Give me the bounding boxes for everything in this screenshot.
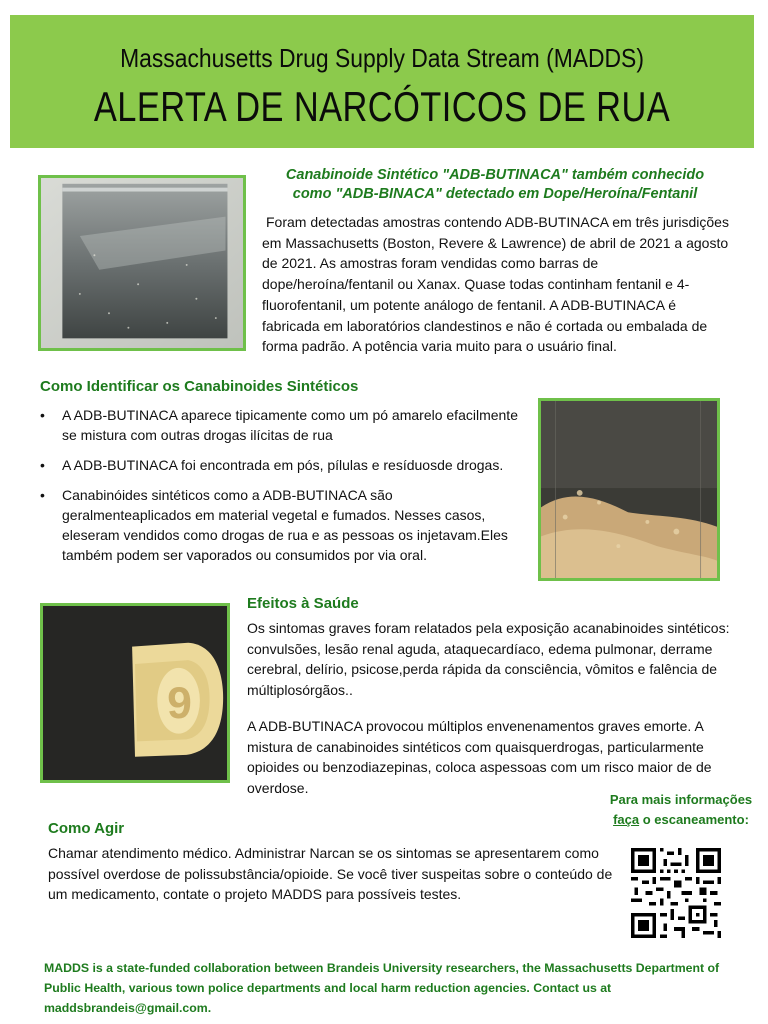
pill-photo xyxy=(40,603,230,783)
list-item: • A ADB-BUTINACA foi encontrada em pós, pílulas e resíduosde drogas. xyxy=(38,455,522,475)
effects-paragraph-1: Os sintomas graves foram relatados pela exposição acanabinoides sintéticos: convulsões, lesão renal aguda, ataquecardíaco, edema pulmonar, derrame cerebral, delírio, psicose,perda rápida da consciência, vômitos e falência de múltiplosórgãos.. xyxy=(247,620,730,699)
action-body: Chamar atendimento médico. Administrar Narcan se os sintomas se apresentarem como possível overdose de polissubstância/opioide. Se você tiver suspeitas sobre o conteúdo de um medicamento, contate o projeto MADDS para possíveis testes. xyxy=(48,845,613,903)
list-item: • A ADB-BUTINACA aparece tipicamente como um pó amarelo efacilmente se mistura com outras drogas ilícitas de rua xyxy=(38,405,522,445)
intro-title-line2: como "ADB-BINACA" detectado em Dope/Heroína/Fentanil xyxy=(292,186,698,202)
list-item: • Canabinóides sintéticos como a ADB-BUTINACA são geralmenteaplicados em material vegetal e fumados. Nesses casos, eleseram vendidos como drogas de rua e as pessoas os injetavam.Eles também podem ser vaporados ou consumidos por via oral. xyxy=(38,485,522,565)
qr-caption-line2-rest: o escaneamento: xyxy=(639,812,749,827)
identify-heading: Como Identificar os Canabinoides Sintéticos xyxy=(40,378,359,395)
pill-image xyxy=(43,606,227,780)
qr-code-image xyxy=(631,848,721,938)
intro-title xyxy=(255,166,735,204)
baggie-photo xyxy=(38,175,246,351)
identify-bullet-list xyxy=(38,405,522,575)
powder-image xyxy=(541,401,717,578)
qr-caption-line1: Para mais informações xyxy=(609,792,753,807)
footer-text: MADDS is a state-funded collaboration between Brandeis University researchers, the Massachusetts Department of Public Health, various town police departments and local harm reduction agencies. Contact us at maddsbrandeis@gmail.com. xyxy=(44,961,720,1015)
qr-caption xyxy=(598,790,764,830)
header-title: ALERTA DE NARCÓTICOS DE RUA xyxy=(93,83,671,130)
baggie-image xyxy=(41,178,243,348)
pill-marking: 9 xyxy=(167,679,192,729)
action-heading: Como Agir xyxy=(48,820,125,837)
header-banner xyxy=(10,15,754,148)
effects-paragraph-2: A ADB-BUTINACA provocou múltiplos envenenamentos graves emorte. A mistura de canabinoides sintéticos com quaisquerdrogas, particularmente opioides ou benzodiazepinas, coloca aspessoas com um risco maior de de overdose. xyxy=(247,718,712,797)
qr-code[interactable] xyxy=(631,848,721,938)
intro-title-line1: Canabinoide Sintético "ADB-BUTINACA" também conhecido xyxy=(285,167,705,183)
qr-caption-line2 xyxy=(598,810,764,830)
intro-body: Foram detectadas amostras contendo ADB-BUTINACA em três jurisdições em Massachusetts (Boston, Revere & Lawrence) de abril de 2021 a agosto de 2021. As amostras foram vendidas como barras de dope/heroína/fentanil ou Xanax. Quase todas continham fentanil e 4-fluorofentanil, um potente análogo de fentanil. A ADB-BUTINACA é fabricada em laboratórios clandestinos e não é cortada ou embalada de forma padrão. A potência varia muito para o usuário final. xyxy=(262,214,729,355)
powder-photo xyxy=(538,398,720,581)
qr-link[interactable]: faça xyxy=(613,812,640,827)
effects-heading: Efeitos à Saúde xyxy=(247,595,359,612)
header-subtitle: Massachusetts Drug Supply Data Stream (MADDS) xyxy=(120,43,644,73)
